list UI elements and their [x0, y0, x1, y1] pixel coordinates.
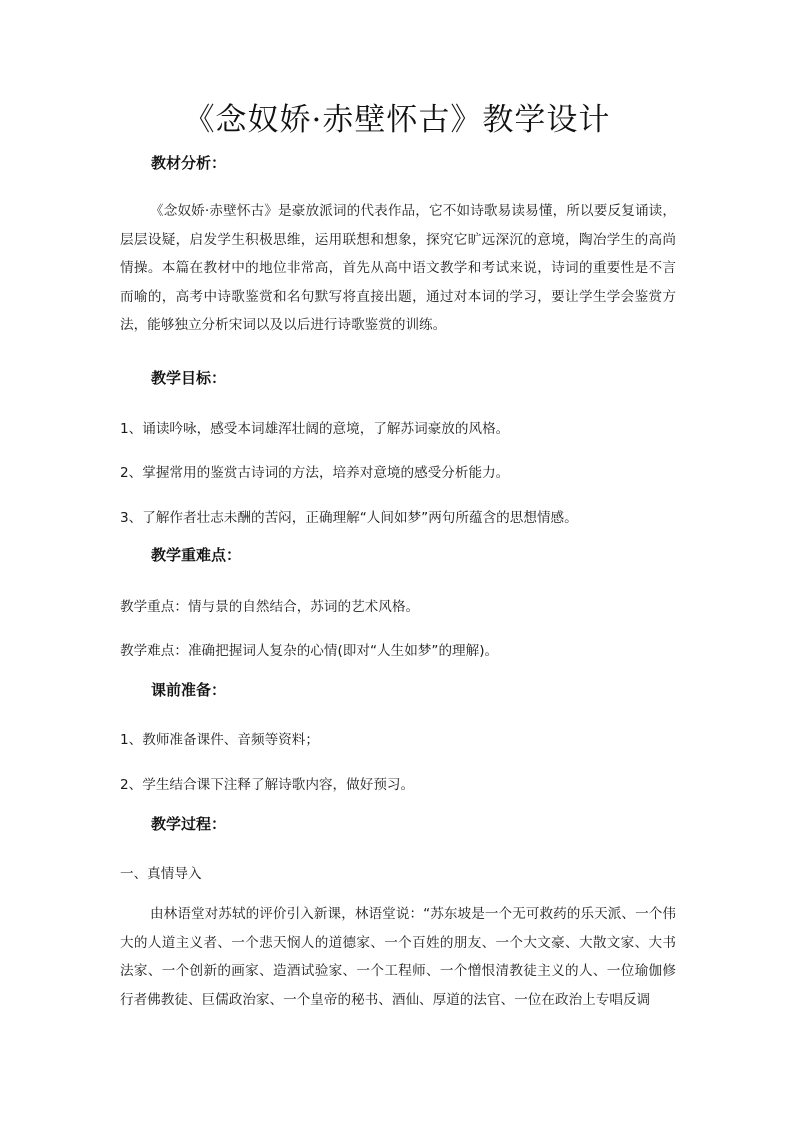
document-title: 《念奴娇·赤壁怀古》教学设计 [183, 102, 611, 138]
preparation-item-1: 1、教师准备课件、音频等资料； [120, 732, 319, 748]
heading-preparation: 课前准备： [151, 681, 227, 699]
key-point-item: 教学重点：情与景的自然结合，苏词的艺术风格。 [120, 599, 420, 615]
heading-teaching-objectives: 教学目标： [151, 369, 227, 387]
material-analysis-paragraph: 《念奴娇·赤壁怀古》是豪放派词的代表作品，它不如诗歌易读易懂，所以要反复诵读，层层设疑，启发学生积极思维，运用联想和想象，探究它旷远深沉的意境，陶冶学生的高尚情操。本篇在教材中的地位非常高，首先从高中语文教学和考试来说，诗词的重要性是不言而喻的，高考中诗歌鉴赏和名句默写将直接出题，通过对本词的学习，要让学生学会鉴赏方法，能够独立分析宋词以及以后进行诗歌鉴赏的训练。 [120, 203, 676, 333]
heading-teaching-process: 教学过程： [151, 815, 227, 833]
heading-key-difficult-points: 教学重难点： [151, 546, 242, 564]
heading-material-analysis: 教材分析： [151, 154, 227, 172]
objective-item-3: 3、了解作者壮志未酬的苦闷，正确理解“人间如梦”两句所蕴含的思想情感。 [120, 510, 578, 526]
preparation-item-2: 2、学生结合课下注释了解诗歌内容，做好预习。 [120, 777, 415, 793]
difficult-point-item: 教学难点：准确把握词人复杂的心情(即对“人生如梦”的理解)。 [120, 643, 499, 659]
objective-item-1: 1、诵读吟咏，感受本词雄浑壮阔的意境，了解苏词豪放的风格。 [120, 421, 510, 437]
process-subheading-intro: 一、真情导入 [120, 866, 202, 882]
objective-item-2: 2、掌握常用的鉴赏古诗词的方法，培养对意境的感受分析能力。 [120, 465, 510, 481]
process-intro-paragraph: 由林语堂对苏轼的评价引入新课，林语堂说：“苏东坡是一个无可救药的乐天派、一个伟大的人道主义者、一个悲天悯人的道德家、一个百姓的朋友、一个大文豪、大散文家、大书法家、一个创新的画家、造酒试验家、一个工程师、一个憎恨清教徒主义的人、一位瑜伽修行者佛教徒、巨儒政治家、一个皇帝的秘书、酒仙、厚道的法官、一位在政治上专唱反调 [120, 906, 676, 1008]
